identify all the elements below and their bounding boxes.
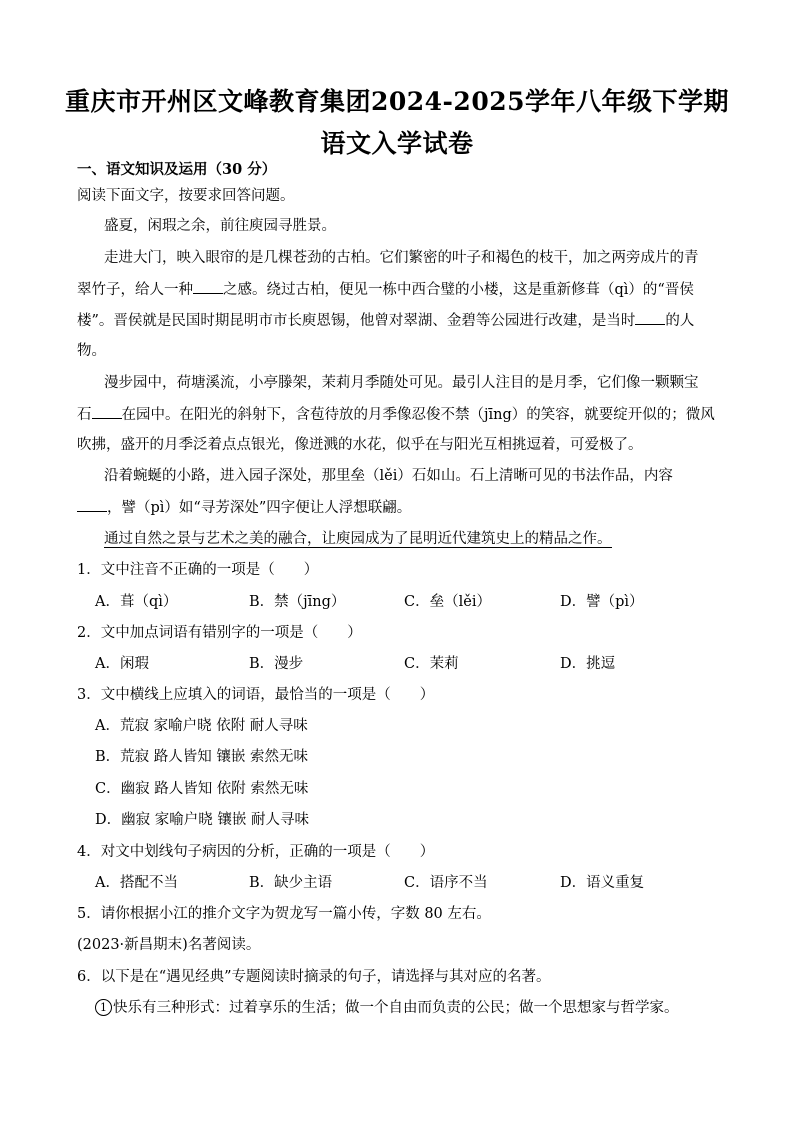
passage-paragraph-3-line-2 — [77, 404, 715, 425]
section-heading: 一、语文知识及运用（30 分） — [77, 161, 277, 178]
question-3-option-d: D．幽寂 家喻户晓 镶嵌 耐人寻味 — [95, 812, 309, 828]
exam-title-line1: 重庆市开州区文峰教育集团2024-2025学年八年级下学期 — [64, 87, 730, 116]
circled-number-marker: 1 — [95, 999, 112, 1016]
fill-blank-2 — [635, 310, 665, 325]
question-1-option-b: B．禁（jīng） — [249, 594, 346, 610]
source-note: (2023·新昌期末)名著阅读。 — [77, 937, 261, 953]
question-4-option-c: C．语序不当 — [404, 875, 488, 891]
passage-paragraph-4-line-2 — [77, 497, 411, 518]
question-2-option-b: B．漫步 — [249, 656, 304, 672]
text-segment: 石 — [77, 407, 92, 423]
question-4-option-b: B．缺少主语 — [249, 875, 333, 891]
question-3-option-a: A．荒寂 家喻户晓 依附 耐人寻味 — [95, 718, 308, 734]
instruction-text: 阅读下面文字，按要求回答问题。 — [77, 188, 295, 204]
fill-blank-4 — [77, 497, 107, 512]
passage-paragraph-2-line-2 — [77, 279, 694, 300]
text-segment: 的人 — [665, 313, 695, 329]
question-4-option-a: A．搭配不当 — [95, 875, 178, 891]
underlined-sentence: 通过自然之景与艺术之美的融合，让庾园成为了昆明近代建筑史上的精品之作。 — [104, 531, 612, 547]
question-3-option-c: C．幽寂 路人皆知 依附 索然无味 — [95, 781, 309, 797]
text-segment: ，譬（pì）如“寻芳深处”四字便让人浮想联翩。 — [107, 500, 412, 516]
question-6-stem: 6．以下是在“遇见经典”专题阅读时摘录的句子，请选择与其对应的名著。 — [77, 969, 551, 985]
text-segment: 楼”。晋侯就是民国时期昆明市市长庾恩锡，他曾对翠湖、金碧等公园进行改建，是当时 — [77, 313, 636, 329]
question-3-option-b: B．荒寂 路人皆知 镶嵌 索然无味 — [95, 749, 308, 765]
text-segment: 在园中。在阳光的斜射下，含苞待放的月季像忍俊不禁（jīng）的笑容，就要绽开似的；微风 — [121, 407, 715, 423]
passage-paragraph-1: 盛夏，闲瑕之余，前往庾园寻胜景。 — [104, 218, 336, 234]
passage-paragraph-3-line-3: 吹拂，盛开的月季泛着点点银光，像迸溅的水花，似乎在与阳光互相挑逗着，可爱极了。 — [77, 437, 643, 453]
question-5-stem: 5．请你根据小江的推介文字为贺龙写一篇小传，字数 80 左右。 — [77, 906, 491, 922]
question-1-stem: 1．文中注音不正确的一项是（ ） — [77, 562, 319, 578]
question-2-option-a: A．闲瑕 — [95, 656, 149, 672]
question-1-option-d: D．譬（pì） — [560, 594, 644, 610]
question-2-stem: 2．文中加点词语有错别字的一项是（ ） — [77, 625, 362, 641]
text-segment: 之感。绕过古柏，便见一栋中西合璧的小楼，这是重新修葺（qì）的“晋侯 — [223, 282, 694, 298]
passage-paragraph-2-line-3 — [77, 310, 694, 331]
question-2-option-c: C．茉莉 — [404, 656, 459, 672]
question-1-option-c: C．垒（lěi） — [404, 594, 491, 610]
question-6-item-1 — [95, 998, 679, 1018]
fill-blank-3 — [92, 404, 122, 419]
question-4-option-d: D．语义重复 — [560, 875, 645, 891]
exam-title-line2: 语文入学试卷 — [320, 129, 474, 158]
passage-paragraph-2-line-1: 走进大门，映入眼帘的是几棵苍劲的古柏。它们繁密的叶子和褐色的枝干，加之两旁成片的青 — [104, 250, 699, 266]
question-1-option-a: A．葺（qì） — [95, 594, 178, 610]
question-4-stem: 4．对文中划线句子病因的分析，正确的一项是（ ） — [77, 844, 435, 860]
text-segment: 翠竹子，给人一种 — [77, 282, 193, 298]
passage-paragraph-3-line-1: 漫步园中，荷塘溪流，小亭滕架，茉莉月季随处可见。最引人注目的是月季，它们像一颗颗宝 — [104, 375, 699, 391]
question-6-item-text: 快乐有三种形式：过着享乐的生活；做一个自由而负责的公民；做一个思想家与哲学家。 — [113, 1000, 679, 1016]
passage-paragraph-5 — [104, 529, 612, 549]
passage-paragraph-4-line-1: 沿着蜿蜒的小路，进入园子深处，那里垒（lěi）石如山。石上清晰可见的书法作品，内容 — [104, 468, 673, 484]
fill-blank-1 — [193, 279, 223, 294]
question-3-stem: 3．文中横线上应填入的词语，最恰当的一项是（ ） — [77, 687, 435, 703]
passage-paragraph-2-line-4: 物。 — [77, 343, 106, 359]
question-2-option-d: D．挑逗 — [560, 656, 616, 672]
